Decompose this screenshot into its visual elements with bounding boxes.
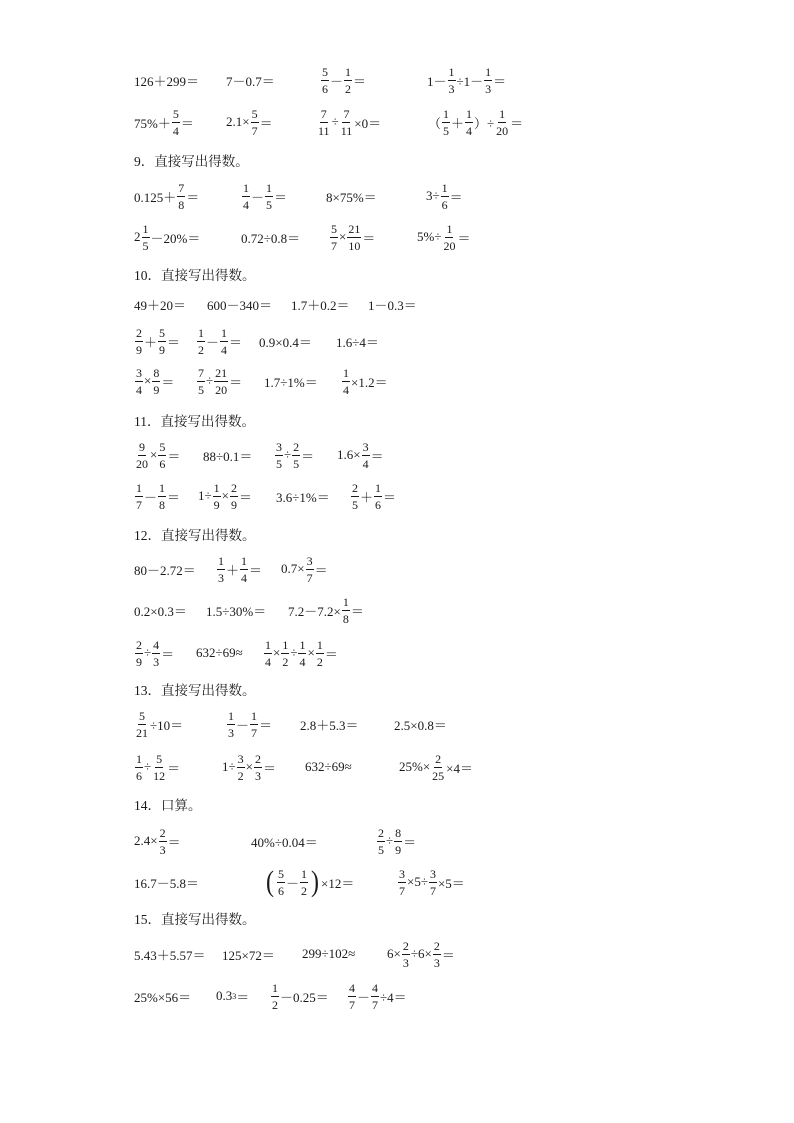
fraction: $\frac{1}{5}$ xyxy=(443,106,450,138)
math-expression: $\frac{1}{2}$ －0.25＝ xyxy=(272,980,329,1012)
fraction: $\frac{2}{9}$ xyxy=(136,325,142,357)
math-expression: $\frac{7}{5}$ ÷ $\frac{21}{20}$ ＝ xyxy=(198,365,243,397)
section-heading: 13．直接写出得数。 xyxy=(134,683,256,698)
math-expression: 1.5÷30%＝ xyxy=(206,603,267,619)
fraction: $\frac{1}{8}$ xyxy=(159,480,166,512)
math-expression: 0.72÷0.8＝ xyxy=(241,230,301,246)
fraction: $\frac{1}{2}$ xyxy=(198,325,204,357)
fraction: $\frac{3}{7}$ xyxy=(306,553,313,585)
fraction: $\frac{1}{3}$ xyxy=(218,553,224,585)
math-expression: 40%÷0.04＝ xyxy=(251,834,318,850)
fraction: $\frac{1}{6}$ xyxy=(136,751,142,783)
math-expression: 3.6÷1%＝ xyxy=(276,489,330,505)
math-expression: 3÷ $\frac{1}{6}$ ＝ xyxy=(426,180,463,212)
fraction: $\frac{4}{3}$ xyxy=(153,637,160,669)
fraction: $\frac{2}{3}$ xyxy=(433,938,440,970)
math-expression: 49＋20＝ xyxy=(134,297,187,313)
section-heading: 9．直接写出得数。 xyxy=(134,154,249,169)
math-expression: $\frac{1}{7}$ － $\frac{1}{8}$ ＝ xyxy=(136,480,181,512)
fraction: $\frac{2}{3}$ xyxy=(402,938,409,970)
fraction: $\frac{5}{12}$ xyxy=(153,751,166,783)
math-expression: 25%× $\frac{2}{25}$ ×4＝ xyxy=(399,751,474,783)
fraction: $\frac{5}{21}$ xyxy=(136,708,148,740)
fraction: $\frac{2}{3}$ xyxy=(254,751,261,783)
math-expression: 2 $\frac{1}{5}$ －20%＝ xyxy=(134,221,201,253)
fraction: $\frac{1}{4}$ xyxy=(243,180,249,212)
fraction: $\frac{1}{7}$ xyxy=(136,480,142,512)
math-expression: $\frac{3}{5}$ ÷ $\frac{2}{5}$ ＝ xyxy=(276,439,315,471)
math-expression: 2.8＋5.3＝ xyxy=(300,717,359,733)
math-expression: $\frac{3}{7}$ ×5÷ $\frac{3}{7}$ ×5＝ xyxy=(399,866,465,898)
fraction: $\frac{3}{4}$ xyxy=(136,365,142,397)
fraction: $\frac{7}{11}$ xyxy=(340,106,353,138)
math-expression: $\frac{1}{4}$ － $\frac{1}{5}$ ＝ xyxy=(243,180,288,212)
math-expression: $\frac{5}{7}$ × $\frac{21}{10}$ ＝ xyxy=(331,221,376,253)
math-expression: 16.7－5.8＝ xyxy=(134,875,200,891)
fraction: $\frac{2}{9}$ xyxy=(230,480,237,512)
math-expression: $\frac{1}{3}$ ＋ $\frac{1}{4}$ ＝ xyxy=(218,553,263,585)
math-expression: 632÷69≈ xyxy=(196,645,243,660)
fraction: $\frac{1}{6}$ xyxy=(441,180,448,212)
fraction: $\frac{2}{9}$ xyxy=(136,637,142,669)
fraction: $\frac{1}{8}$ xyxy=(342,594,349,626)
math-expression: 126＋299＝ xyxy=(134,73,200,89)
fraction: $\frac{1}{2}$ xyxy=(301,866,308,898)
fraction: $\frac{2}{5}$ xyxy=(378,825,384,857)
math-expression: 1－0.3＝ xyxy=(368,297,417,313)
fraction: $\frac{1}{7}$ xyxy=(251,708,258,740)
math-expression: 0.2×0.3＝ xyxy=(134,603,187,619)
fraction: $\frac{2}{3}$ xyxy=(159,825,166,857)
math-expression: 1.7＋0.2＝ xyxy=(291,297,350,313)
section-heading: 11．直接写出得数。 xyxy=(134,414,255,429)
section-heading: 15．直接写出得数。 xyxy=(134,912,256,927)
fraction: $\frac{1}{2}$ xyxy=(272,980,278,1012)
fraction: $\frac{9}{20}$ xyxy=(136,439,148,471)
math-expression: 1.6÷4＝ xyxy=(336,334,379,350)
fraction: $\frac{1}{4}$ xyxy=(299,637,306,669)
fraction: $\frac{5}{6}$ xyxy=(159,439,166,471)
fraction: $\frac{1}{9}$ xyxy=(213,480,220,512)
math-expression: 1.6× $\frac{3}{4}$ ＝ xyxy=(337,439,384,471)
math-expression: 125×72＝ xyxy=(222,947,275,963)
fraction: $\frac{3}{2}$ xyxy=(237,751,244,783)
fraction: $\frac{4}{7}$ xyxy=(349,980,355,1012)
math-expression: $\frac{1}{6}$ ÷ $\frac{5}{12}$ ＝ xyxy=(136,751,181,783)
math-expression: $\frac{1}{4}$ × $\frac{1}{2}$ ÷ $\frac{1}{4}$ × $\frac{1}{2}$ ＝ xyxy=(265,637,338,669)
math-expression: $\frac{2}{5}$ ÷ $\frac{8}{9}$ ＝ xyxy=(378,825,417,857)
math-expression: 0.7× $\frac{3}{7}$ ＝ xyxy=(281,553,328,585)
fraction: $\frac{5}{7}$ xyxy=(331,221,337,253)
math-expression: 1÷ $\frac{1}{9}$ × $\frac{2}{9}$ ＝ xyxy=(198,480,252,512)
math-expression: 25%×56＝ xyxy=(134,989,192,1005)
math-expression: 2.4× $\frac{2}{3}$ ＝ xyxy=(134,825,181,857)
fraction: $\frac{21}{20}$ xyxy=(215,365,228,397)
fraction: $\frac{2}{5}$ xyxy=(293,439,300,471)
fraction: $\frac{1}{6}$ xyxy=(375,480,382,512)
fraction: $\frac{1}{20}$ xyxy=(496,106,509,138)
math-expression: $\frac{4}{7}$ － $\frac{4}{7}$ ÷4＝ xyxy=(349,980,407,1012)
fraction: $\frac{1}{2}$ xyxy=(282,637,289,669)
math-expression: 299÷102≈ xyxy=(302,946,356,961)
fraction: $\frac{8}{9}$ xyxy=(153,365,160,397)
math-expression: （ $\frac{1}{5}$ ＋ $\frac{1}{4}$ ）÷ $\frac{1}{20}$ ＝ xyxy=(428,106,524,138)
fraction: $\frac{3}{5}$ xyxy=(276,439,282,471)
fraction: $\frac{21}{10}$ xyxy=(348,221,361,253)
fraction: $\frac{8}{9}$ xyxy=(395,825,402,857)
math-expression: 0.9×0.4＝ xyxy=(259,334,312,350)
math-expression: 1－ $\frac{1}{3}$ ÷1－ $\frac{1}{3}$ ＝ xyxy=(427,64,507,96)
fraction: $\frac{1}{3}$ xyxy=(228,708,234,740)
math-expression: $\frac{1}{2}$ － $\frac{1}{4}$ ＝ xyxy=(198,325,243,357)
fraction: $\frac{1}{4}$ xyxy=(241,553,248,585)
fraction: $\frac{1}{4}$ xyxy=(221,325,228,357)
fraction: $\frac{5}{9}$ xyxy=(159,325,166,357)
math-expression: 88÷0.1＝ xyxy=(203,448,253,464)
math-expression: 1÷ $\frac{3}{2}$ × $\frac{2}{3}$ ＝ xyxy=(222,751,276,783)
math-expression: $\frac{1}{3}$ － $\frac{1}{7}$ ＝ xyxy=(228,708,273,740)
math-expression: 0.125＋ $\frac{7}{8}$ ＝ xyxy=(134,180,200,212)
math-expression: 6× $\frac{2}{3}$ ÷6× $\frac{2}{3}$ ＝ xyxy=(387,938,455,970)
fraction: $\frac{5}{4}$ xyxy=(172,106,179,138)
math-expression: 8×75%＝ xyxy=(326,189,377,205)
math-expression: 5%÷ $\frac{1}{20}$ ＝ xyxy=(417,221,471,253)
fraction: $\frac{2}{25}$ xyxy=(432,751,445,783)
math-expression: 80－2.72＝ xyxy=(134,562,196,578)
fraction: $\frac{3}{4}$ xyxy=(362,439,369,471)
math-expression: $\frac{5}{6}$ － $\frac{1}{2}$ ＝ xyxy=(322,64,367,96)
fraction: $\frac{1}{2}$ xyxy=(316,637,323,669)
fraction: $\frac{1}{5}$ xyxy=(266,180,273,212)
section-heading: 14．口算。 xyxy=(134,798,202,813)
fraction: $\frac{1}{4}$ xyxy=(343,365,349,397)
section-heading: 10．直接写出得数。 xyxy=(134,268,256,283)
fraction: $\frac{1}{2}$ xyxy=(345,64,352,96)
math-expression: 5.43＋5.57＝ xyxy=(134,947,206,963)
math-expression: $\frac{5}{21}$ ÷10＝ xyxy=(136,708,184,740)
math-expression: $\frac{9}{20}$ × $\frac{5}{6}$ ＝ xyxy=(136,439,181,471)
fraction: $\frac{1}{5}$ xyxy=(142,221,149,253)
fraction: $\frac{1}{4}$ xyxy=(466,106,473,138)
section-heading: 12．直接写出得数。 xyxy=(134,528,256,543)
fraction: $\frac{5}{7}$ xyxy=(251,106,258,138)
math-expression: ( $\frac{5}{6}$ － $\frac{1}{2}$ ) ×12＝ xyxy=(266,865,355,898)
fraction: $\frac{5}{6}$ xyxy=(322,64,328,96)
fraction: $\frac{5}{6}$ xyxy=(278,866,284,898)
fraction: $\frac{1}{4}$ xyxy=(265,637,271,669)
math-expression: $\frac{3}{4}$ × $\frac{8}{9}$ ＝ xyxy=(136,365,175,397)
math-expression: $\frac{2}{5}$ ＋ $\frac{1}{6}$ ＝ xyxy=(352,480,397,512)
math-expression: 0.3 3 ＝ xyxy=(216,988,250,1005)
fraction: $\frac{2}{5}$ xyxy=(352,480,358,512)
fraction: $\frac{1}{3}$ xyxy=(485,64,492,96)
fraction: $\frac{4}{7}$ xyxy=(372,980,379,1012)
math-expression: 2.5×0.8＝ xyxy=(394,717,447,733)
math-expression: $\frac{2}{9}$ ÷ $\frac{4}{3}$ ＝ xyxy=(136,637,175,669)
math-expression: $\frac{1}{4}$ ×1.2＝ xyxy=(343,365,388,397)
math-expression: 1.7÷1%＝ xyxy=(264,374,318,390)
fraction: $\frac{7}{11}$ xyxy=(318,106,330,138)
math-expression: 7－0.7＝ xyxy=(226,73,275,89)
fraction: $\frac{7}{8}$ xyxy=(178,180,185,212)
fraction: $\frac{3}{7}$ xyxy=(429,866,436,898)
math-expression: 2.1× $\frac{5}{7}$ ＝ xyxy=(226,106,273,138)
fraction: $\frac{1}{20}$ xyxy=(443,221,456,253)
math-expression: 7.2－7.2× $\frac{1}{8}$ ＝ xyxy=(288,594,364,626)
math-expression: 600－340＝ xyxy=(207,297,273,313)
fraction: $\frac{3}{7}$ xyxy=(399,866,405,898)
math-expression: $\frac{2}{9}$ ＋ $\frac{5}{9}$ ＝ xyxy=(136,325,181,357)
fraction: $\frac{1}{3}$ xyxy=(448,64,455,96)
fraction: $\frac{7}{5}$ xyxy=(198,365,204,397)
math-expression: 632÷69≈ xyxy=(305,759,352,774)
math-expression: $\frac{7}{11}$ ÷ $\frac{7}{11}$ ×0＝ xyxy=(318,106,382,138)
math-expression: 75%＋ $\frac{5}{4}$ ＝ xyxy=(134,106,194,138)
